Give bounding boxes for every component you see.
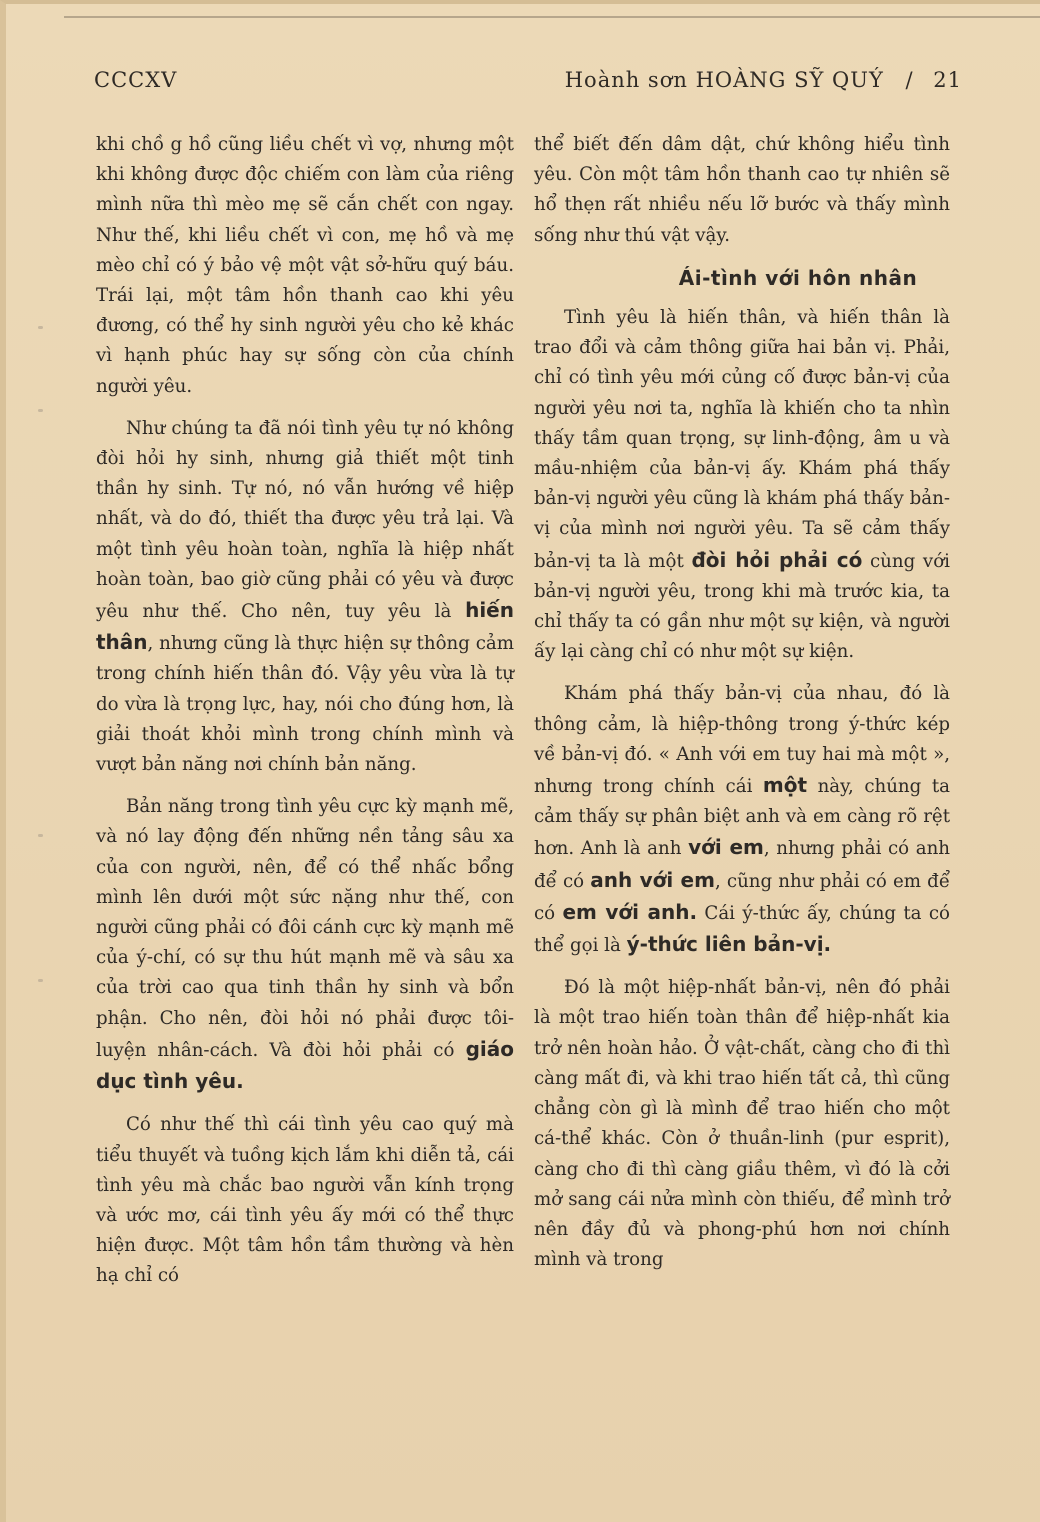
paragraph-text: , nhưng cũng là thực hiện sự thông cảm trong chính hiến thân đó. Vậy yêu vừa là tự do vừa là trọng lực, hay, nói cho đúng hơn, là giải thoát khỏi mình trong chính mình và vượt bản năng nơi chính bản năng. bbox=[96, 633, 514, 776]
left-column bbox=[96, 130, 514, 1304]
paragraph-text: Bản năng trong tình yêu cực kỳ mạnh mẽ, và nó lay động đến những nền tảng sâu xa của con người, nên, để có thể nhấc bổng mình lên dưới một sức nặng như thế, con người cũng phải có đôi cánh cực kỳ mạnh mẽ của ý-chí, có sự thu hút mạnh mẽ và sâu xa của trời cao qua tinh thần hy sinh và bổn phận. Cho nên, đòi hỏi nó phải được tôi-luyện nhân-cách. Và đòi hỏi phải có bbox=[96, 796, 514, 1061]
paragraph bbox=[96, 792, 514, 1098]
right-column bbox=[534, 130, 950, 1287]
paragraph: khi chồ g hồ cũng liều chết vì vợ, nhưng một khi không được độc chiếm con làm của riêng mình nữa thì mèo mẹ sẽ cắn chết con ngay. Như thế, khi liều chết vì con, mẹ hồ và mẹ mèo chỉ có ý bảo vệ một vật sở-hữu quý báu. Trái lại, một tâm hồn thanh cao khi yêu đương, có thể hy sinh người yêu cho kẻ khác vì hạnh phúc hay sự sống còn của chính người yêu. bbox=[96, 134, 514, 397]
section-number: CCCXV bbox=[94, 68, 178, 92]
paragraph-text: Khám phá thấy bản-vị của nhau, đó là thông cảm, là hiệp-thông trong ý-thức kép về bản-vị đó. « Anh với em tuy hai mà một », nhưng trong chính cái bbox=[534, 683, 950, 798]
scan-speck bbox=[38, 326, 43, 329]
header-separator: / bbox=[905, 68, 914, 92]
emphasis: anh với em bbox=[590, 867, 715, 892]
scan-speck bbox=[38, 834, 43, 837]
emphasis: ý-thức liên bản-vị. bbox=[626, 932, 832, 957]
paragraph bbox=[534, 679, 950, 961]
paragraph-text: , cũng như phải có em để có bbox=[534, 870, 951, 924]
paragraph-text: này, chúng ta cảm thấy sự phân biệt anh và em càng rõ rệt hơn. Anh là anh bbox=[534, 776, 950, 860]
paragraph-text: cùng với bản-vị người yêu, trong khi mà trước kia, ta chỉ thấy ta có gần như một sự kiện, và người ấy lại càng chỉ có như một sự kiện. bbox=[534, 550, 950, 663]
top-rule bbox=[64, 16, 1040, 18]
scan-speck bbox=[38, 979, 43, 982]
running-header bbox=[94, 68, 962, 92]
paragraph: Có như thế thì cái tình yêu cao quý mà tiểu thuyết và tuồng kịch lắm khi diễn tả, cái tình yêu mà chắc bao người vẫn kính trọng và ước mơ, cái tình yêu ấy mới có thể thực hiện được. Một tâm hồn tầm thường và hèn hạ chỉ có bbox=[96, 1114, 514, 1287]
author-surname: HOÀNG SỸ QUÝ bbox=[695, 68, 884, 92]
emphasis: em với anh. bbox=[562, 899, 698, 924]
paragraph: thể biết đến dâm dật, chứ không hiểu tình yêu. Còn một tâm hồn thanh cao tự nhiên sẽ hổ thẹn rất nhiều nếu lỡ bước và thấy mình sống như thú vật vậy. bbox=[534, 134, 950, 246]
emphasis: với em bbox=[688, 835, 764, 860]
scan-speck bbox=[38, 409, 43, 412]
emphasis: hiến thân bbox=[96, 598, 514, 655]
paragraph-text: , nhưng phải có anh để có bbox=[534, 838, 950, 892]
paragraph bbox=[534, 303, 950, 667]
author-page-line bbox=[565, 68, 962, 92]
paragraph-text: Tình yêu là hiến thân, và hiến thân là trao đổi và cảm thông giữa hai bản vị. Phải, chỉ có tình yêu mới củng cố được bản-vị của người yêu nơi ta, nghĩa là khiến cho ta nhìn thấy tầm quan trọng, sự linh-động, âm u và mầu-nhiệm của bản-vị ấy. Khám phá thấy bản-vị người yêu cũng là khám phá thấy bản-vị của mình nơi người yêu. Ta sẽ cảm thấy bản-vị ta là một bbox=[534, 307, 950, 572]
paragraph-text: Cái ý-thức ấy, chúng ta có thể gọi là bbox=[534, 902, 950, 957]
section-heading: Ái-tình với hôn nhân bbox=[678, 265, 918, 290]
author-name: Hoành sơn bbox=[564, 68, 688, 92]
paragraph-text: Như chúng ta đã nói tình yêu tự nó không đòi hỏi hy sinh, nhưng giả thiết một tinh thần hy sinh. Tự nó, nó vẫn hướng về hiệp nhất, và do đó, thiết tha được yêu trả lại. Và một tình yêu hoàn toàn, nghĩa là hiệp nhất hoàn toàn, bao giờ cũng phải có yêu và được yêu như thế. Cho nên, tuy yêu là bbox=[96, 417, 514, 623]
paragraph: Đó là một hiệp-nhất bản-vị, nên đó phải là một trao hiến toàn thân để hiệp-nhất kia trở nên hoàn hảo. Ở vật-chất, càng cho đi thì càng mất đi, và khi trao hiến tất cả, thì cũng chẳng còn gì là mình để trao hiến cho một cá-thể khác. Còn ở thuần-linh (pur esprit), càng cho đi thì càng giầu thêm, vì đó là cởi mở sang cái nửa mình còn thiếu, để mình trở nên đầy đủ và phong-phú hơn nơi chính mình và trong bbox=[534, 977, 950, 1271]
page-number: 21 bbox=[933, 68, 962, 92]
emphasis: giáo dục tình yêu. bbox=[96, 1036, 514, 1094]
paragraph bbox=[96, 414, 514, 780]
emphasis: một bbox=[762, 773, 808, 798]
emphasis: đòi hỏi phải có bbox=[691, 547, 863, 572]
